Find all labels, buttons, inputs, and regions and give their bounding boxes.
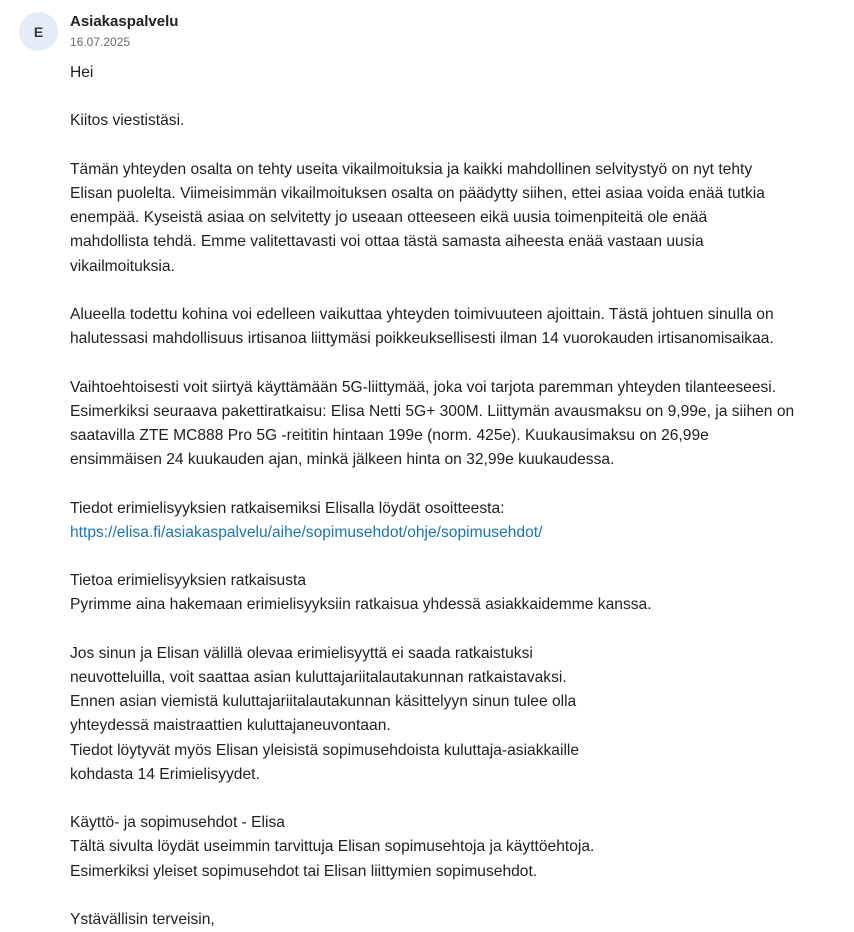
paragraph-dispute-info [70,569,840,617]
text-line: enempää. Kyseistä asiaa on selvitetty jo useaan otteeseen eikä uusia toimenpiteitä ole enää [70,209,708,227]
text-line: ensimmäisen 24 kuukauden ajan, minkä jälkeen hinta on 32,99e kuukaudessa. [70,451,615,469]
sender-name[interactable]: Asiakaspalvelu [70,13,179,30]
text-line: Vaihtoehtoisesti voit siirtyä käyttämään 5G-liittymää, joka voi tarjota paremman yhteyden tilanteeseesi. [70,378,777,396]
text-line: Ennen asian viemistä kuluttajariitalautakunnan käsittelyyn sinun tulee olla [70,693,577,711]
text-line: halutessasi mahdollisuus irtisanoa liittymäsi poikkeuksellisesti ilman 14 vuorokauden irtisanomisaikaa. [70,330,774,348]
paragraph-consumer-board [70,642,840,787]
text-line: Esimerkiksi seuraava pakettiratkaisu: Elisa Netti 5G+ 300M. Liittymän avausmaksu on 9,99e, ja siihen on [70,402,795,420]
message-body [70,61,840,932]
paragraph-dispute-link [70,497,840,545]
paragraph-fault-reports [70,158,840,279]
text-line: Tietoa erimielisyyksien ratkaisusta [70,572,307,590]
text-line: saatavilla ZTE MC888 Pro 5G -reititin hintaan 199e (norm. 425e). Kuukausimaksu on 26,99e [70,426,709,444]
paragraph-5g-offer [70,376,840,473]
text-line: Tältä sivulta löydät useimmin tarvittuja Elisan sopimusehtoja ja käyttöehtoja. [70,838,595,856]
message-date: 16.07.2025 [70,35,131,49]
greeting: Hei [70,64,94,81]
text-line: neuvotteluilla, voit saattaa asian kuluttajariitalautakunnan ratkaistavaksi. [70,668,567,686]
text-line: Esimerkiksi yleiset sopimusehdot tai Elisan liittymien sopimusehdot. [70,862,538,880]
paragraph-terms [70,811,840,884]
text-line: Jos sinun ja Elisan välillä olevaa erimielisyyttä ei saada ratkaistuksi [70,644,533,662]
text-line: Pyrimme aina hakemaan erimielisyyksiin ratkaisua yhdessä asiakkaidemme kanssa. [70,596,652,614]
thanks-line: Kiitos viestistäsi. [70,112,185,130]
terms-link[interactable]: https://elisa.fi/asiakaspalvelu/aihe/sopimusehdot/ohje/sopimusehdot/ [70,523,543,541]
paragraph-noise [70,303,840,351]
text-line: Tiedot erimielisyyksien ratkaisemiksi Elisalla löydät osoitteesta: [70,499,505,517]
text-line: Tämän yhteyden osalta on tehty useita vikailmoituksia ja kaikki mahdollinen selvitystyö on nyt tehty [70,160,753,178]
text-line: Alueella todettu kohina voi edelleen vaikuttaa yhteyden toimivuuteen ajoittain. Tästä johtuen sinulla on [70,305,774,323]
text-line: Käyttö- ja sopimusehdot - Elisa [70,814,285,832]
text-line: yhteydessä maistraattien kuluttajaneuvontaan. [70,717,391,735]
text-line: Elisan puolelta. Viimeisimmän vikailmoituksen osalta on päädytty siihen, ettei asiaa voida enää tutkia [70,184,765,202]
text-line: vikailmoituksia. [70,257,175,275]
text-line: Tiedot löytyvät myös Elisan yleisistä sopimusehdoista kuluttaja-asiakkaille [70,741,580,759]
text-line: kohdasta 14 Erimielisyydet. [70,765,260,783]
closing: Ystävällisin terveisin, [70,910,215,928]
text-line: mahdollista tehdä. Emme valitettavasti voi ottaa tästä samasta aiheesta enää vastaan uusia [70,233,704,251]
sender-avatar: E [19,12,58,51]
